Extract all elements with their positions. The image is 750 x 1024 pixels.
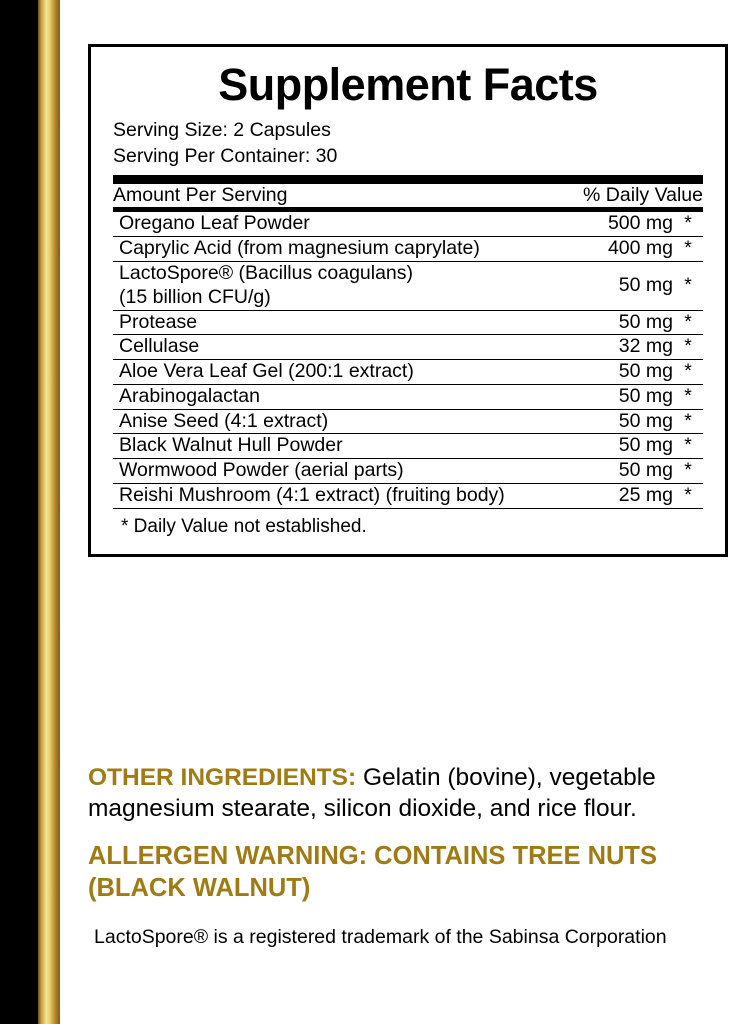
ingredient-name: Arabinogalactan [119,384,260,407]
ingredient-name: Aloe Vera Leaf Gel (200:1 extract) [119,360,414,383]
other-ingredients-text: Gelatin (bovine), vegetable magnesium stearate, silicon dioxide, and rice flour. [88,764,656,823]
ingredient-amount: 50 mg [618,360,673,383]
ingredient-dv: * [684,273,692,296]
ingredient-dv: * [684,360,692,383]
other-ingredients-label: OTHER INGREDIENTS: [88,764,357,791]
ingredient-name: Caprylic Acid (from magnesium caprylate) [119,237,480,260]
ingredient-name: Black Walnut Hull Powder [119,434,343,457]
ingredient-dv: * [684,237,692,260]
page-title: Supplement Facts [218,59,598,110]
other-ingredients [88,762,740,825]
ingredient-amount: 500 mg [607,212,673,235]
daily-value-footnote: * Daily Value not established. [121,515,367,537]
ingredient-dv: * [684,459,692,482]
label-bottom-text [88,762,740,949]
divider-thick-top [113,175,703,184]
ingredient-name: Protease [119,310,198,333]
table-row [113,410,703,434]
daily-value-header: % Daily Value [583,184,703,207]
ingredient-amount: 50 mg [618,459,673,482]
supplement-facts-panel [88,44,728,557]
ingredient-dv: * [684,212,692,235]
ingredient-name: Oregano Leaf Powder [119,212,310,235]
ingredient-subtext: (15 billion CFU/g) [119,285,271,308]
serving-per-container: Serving Per Container: 30 [113,144,338,167]
ingredient-name: Reishi Mushroom (4:1 extract) (fruiting body) [119,484,505,507]
ingredient-amount: 32 mg [618,335,673,358]
black-stripe [0,0,38,1024]
ingredient-dv: * [684,384,692,407]
table-row [113,335,703,359]
ingredient-table [113,212,703,508]
ingredient-amount: 50 mg [618,384,673,407]
decorative-side-stripes [0,0,72,1024]
supplement-facts-table [113,184,703,207]
ingredient-dv: * [684,335,692,358]
ingredient-name: Wormwood Powder (aerial parts) [119,459,404,482]
table-row [113,237,703,261]
ingredient-amount: 25 mg [618,484,673,507]
ingredient-amount: 50 mg [618,310,673,333]
table-header-row [113,184,703,207]
ingredient-dv: * [684,484,692,507]
table-row [113,360,703,384]
gold-stripe [38,0,60,1024]
ingredient-name: Cellulase [119,335,200,358]
table-row [113,459,703,483]
trademark-note: LactoSpore® is a registered trademark of the Sabinsa Corporation [94,926,667,949]
ingredient-dv: * [684,310,692,333]
table-row [113,262,703,310]
white-stripe [60,0,72,1024]
amount-per-serving-header: Amount Per Serving [113,184,288,207]
table-row [113,212,703,236]
serving-size: Serving Size: 2 Capsules [113,118,331,141]
table-row [113,484,703,508]
table-row [113,434,703,458]
allergen-warning: ALLERGEN WARNING: CONTAINS TREE NUTS (BLACK WALNUT) [88,841,658,902]
ingredient-name: LactoSpore® (Bacillus coagulans) [119,262,414,284]
ingredient-name: Anise Seed (4:1 extract) [119,409,329,432]
ingredient-amount: 400 mg [607,237,673,260]
ingredient-amount: 50 mg [618,273,673,296]
ingredient-dv: * [684,409,692,432]
ingredient-amount: 50 mg [618,434,673,457]
table-row [113,311,703,335]
ingredient-amount: 50 mg [618,409,673,432]
table-row [113,385,703,409]
ingredient-dv: * [684,434,692,457]
